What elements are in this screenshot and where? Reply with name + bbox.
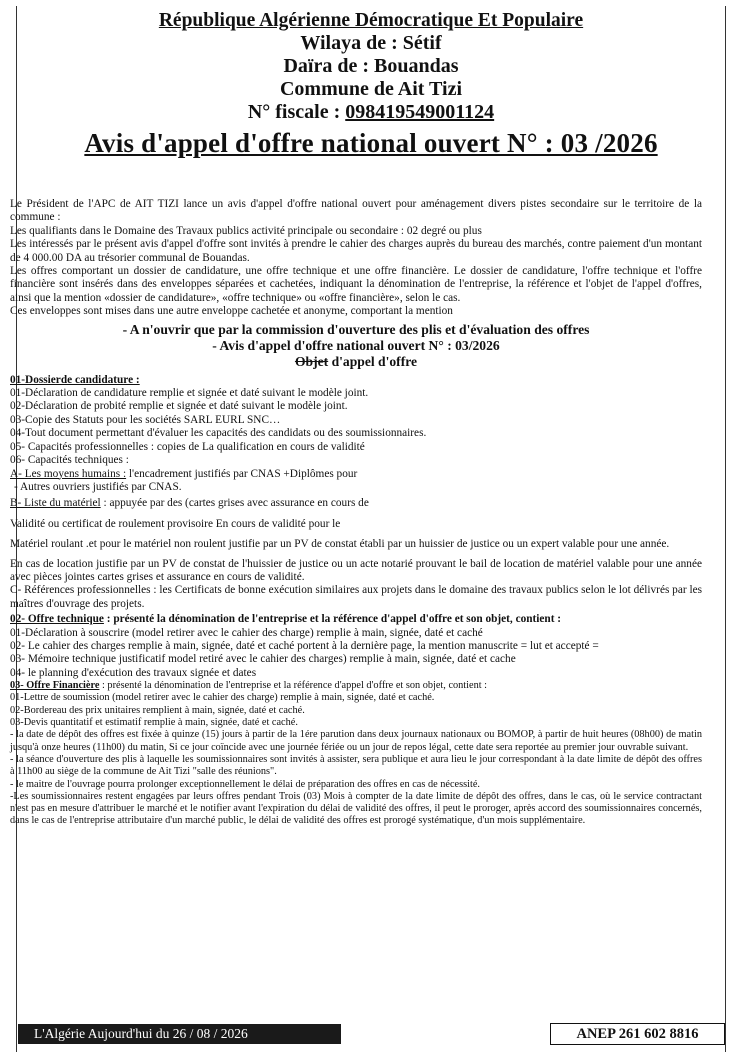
human-resources-label: A- Les moyens humains : bbox=[10, 467, 127, 480]
section-1-title: 01-Dossierde candidature : bbox=[10, 373, 140, 386]
section-3-item: 02-Bordereau des prix unitaires remplient à main, signée, daté et caché. bbox=[10, 704, 305, 716]
section-3-item: 03-Devis quantitatif et estimatif remplie à main, signée, daté et caché. bbox=[10, 717, 298, 729]
intro-paragraph: Ces enveloppes sont mises dans une autre enveloppe cachetée et anonyme, comportant la mention bbox=[10, 305, 453, 318]
fiscal-label: N° fiscale : bbox=[247, 101, 346, 123]
section-2-item: 01-Déclaration à souscrire (model retirer avec le cahier des charge) remplie à main, signée, daté et caché bbox=[10, 626, 483, 639]
equipment-line-2: Validité ou certificat de roulement provisoire En cours de validité pour le bbox=[10, 517, 341, 530]
section-2-item: 02- Le cahier des charges remplie à main, signée, daté et caché portent à la dernière page, la mention manuscrite = lut et accepté = bbox=[10, 639, 599, 652]
wilaya-line: Wilaya de : Sétif bbox=[300, 32, 442, 54]
mention-line-3 bbox=[10, 354, 702, 370]
mention-line-1: - A n'ouvrir que par la commission d'ouverture des plis et d'évaluation des offres bbox=[122, 321, 590, 337]
mention-line-2: - Avis d'appel d'offre national ouvert N° : 03/2026 bbox=[212, 337, 500, 353]
daira-line: Daïra de : Bouandas bbox=[283, 55, 459, 77]
section-1-item: 05- Capacités professionnelles : copies de La qualification en cours de validité bbox=[10, 440, 365, 453]
section-1-item: 02-Déclaration de probité remplie et signée et daté suivant le modèle joint. bbox=[10, 400, 348, 413]
intro-paragraph: Les intéressés par le présent avis d'appel d'offre sont invités à prendre le cahier des charges auprès du bureau des marchés, contre paiement d'un montant de 4 000.00 DA au trésorier communal de Bouandas. bbox=[10, 238, 702, 264]
equipment-label: B- Liste du matériel bbox=[10, 497, 101, 510]
objet-rest: d'appel d'offre bbox=[328, 353, 418, 369]
section-1-item: 01-Déclaration de candidature remplie et signée et daté suivant le modèle joint. bbox=[10, 387, 369, 400]
section-3-title-rest: : présenté la dénomination de l'entreprise et la référence d'appel d'offre et son objet, contient : bbox=[99, 680, 488, 692]
objet-struck: Objet bbox=[294, 353, 329, 369]
location-paragraph: En cas de location justifie par un PV de constat de l'huissier de justice ou un acte notarié prouvant le bail de location de matériel valable pour une année avec pièces jointes cartes grises et assurance en cours de validité. bbox=[10, 557, 702, 583]
section-3-heading bbox=[10, 680, 702, 692]
human-resources-sub: - Autres ouvriers justifiés par CNAS. bbox=[14, 480, 182, 493]
intro-paragraph: Les offres comportant un dossier de candidature, une offre technique et une offre financière. Le dossier de candidature, l'offre technique et l'offre financière sont insérés dans des enveloppes séparées et cachetées, indiquant la dénomination de l'entreprise, la référence et l'objet de l'appel d'offres, ainsi que la mention «dossier de candidature», «offre technique» ou «offre financière», selon le cas. bbox=[10, 265, 702, 304]
section-3-block bbox=[10, 680, 702, 828]
intro-paragraph: Le Président de l'APC de AIT TIZI lance un avis d'appel d'offre national ouvert pour aménagement divers pistes secondaire sur le territoire de la commune : bbox=[10, 198, 702, 224]
equipment-line-3: Matériel roulant .et pour le matériel non roulent justifie par un PV de constat établi par un huissier de justice ou un expert valable pour une année. bbox=[10, 538, 670, 551]
notice-title: Avis d'appel d'offre national ouvert N° : 03 /2026 bbox=[84, 128, 658, 158]
section-3-item: 01-Lettre de soumission (model retirer avec le cahier des charge) remplie à main, signée, daté et caché. bbox=[10, 692, 435, 704]
intro-paragraph: Les qualifiants dans le Domaine des Travaux publics activité principale ou secondaire : 02 degré ou plus bbox=[10, 224, 482, 237]
references-paragraph: C- Références professionnelles : les Certificats de bonne exécution similaires aux projets dans le domaine des travaux publics selon le lot délivrés par les maîtres d'ouvrage des projets. bbox=[10, 584, 702, 610]
commune-line: Commune de Ait Tizi bbox=[279, 78, 463, 100]
equipment-text: : appuyée par des (cartes grises avec assurance en cours de bbox=[100, 497, 369, 510]
human-resources-line bbox=[10, 468, 702, 481]
section-3-title: 03- Offre Financière bbox=[10, 680, 100, 692]
section-1-item: 04-Tout document permettant d'évaluer les capacités des candidats ou des soumissionnaires. bbox=[10, 427, 427, 440]
section-1-item: 03-Copie des Statuts pour les sociétés SARL EURL SNC… bbox=[10, 413, 281, 426]
section-1-item: 06- Capacités techniques : bbox=[10, 454, 129, 467]
newspaper-footer: L'Algérie Aujourd'hui du 26 / 08 / 2026 bbox=[18, 1024, 341, 1044]
fiscal-number: 098419549001124 bbox=[345, 101, 495, 123]
section-2-title: 02- Offre technique bbox=[10, 613, 104, 626]
human-resources-text: l'encadrement justifiés par CNAS +Diplômes pour bbox=[126, 467, 358, 480]
fiscal-line bbox=[17, 101, 725, 124]
deadline-note: - la date de dépôt des offres est fixée à quinze (15) jours à partir de la 1ére parution dans deux journaux nationaux ou BOMOP, à partir de huit heures (08h00) de matin jusqu'à onze heures (11h00) du matin, Si ce jour coïncide avec une journée fériée ou un jour de repos légal, cette date sera reportée au premier jour ouvrable suivant. bbox=[10, 729, 702, 753]
notice-header bbox=[17, 9, 725, 124]
opening-note: - la séance d'ouverture des plis à laquelle les soumissionnaires sont invités à assister, sera publique et aura lieu le jour correspondant à la date limite de dépôt des offres à 11h00 au siège de la commune de Ait Tizi "salle des réunions". bbox=[10, 753, 702, 778]
republic-title: République Algérienne Démocratique Et Populaire bbox=[158, 10, 584, 31]
equipment-line bbox=[10, 497, 702, 510]
section-2-item: 04- le planning d'exécution des travaux signée et dates bbox=[10, 666, 257, 679]
section-2-item: 03- Mémoire technique justificatif model retiré avec le cahier des charges) remplie à main, signée, daté et cache bbox=[10, 653, 516, 666]
notice-body bbox=[10, 198, 702, 828]
anep-reference: ANEP 261 602 8816 bbox=[550, 1023, 725, 1045]
validity-note: -Les soumissionnaires restent engagées par leurs offres pendant Trois (03) Mois à compter de la date limite de dépôt des offres, dans le cas, où le service contractant n'est pas en mesure d'attribuer le marché et le notifier avant l'expiration du délai de validité des offres, il peut le proroger, après accord des soumissionnaires concernés, dans le cas de l'entreprise attributaire d'un marché public, le délai de validité des offres est prorogé systématique, d'un mois supplémentaire. bbox=[10, 790, 702, 827]
section-2-heading bbox=[10, 613, 702, 626]
extension-note: - le maitre de l'ouvrage pourra prolonger exceptionnellement le délai de préparation des offres en cas de nécessité. bbox=[10, 778, 480, 790]
section-2-title-rest: : présenté la dénomination de l'entreprise et la référence d'appel d'offre et son objet, contient : bbox=[103, 613, 562, 626]
